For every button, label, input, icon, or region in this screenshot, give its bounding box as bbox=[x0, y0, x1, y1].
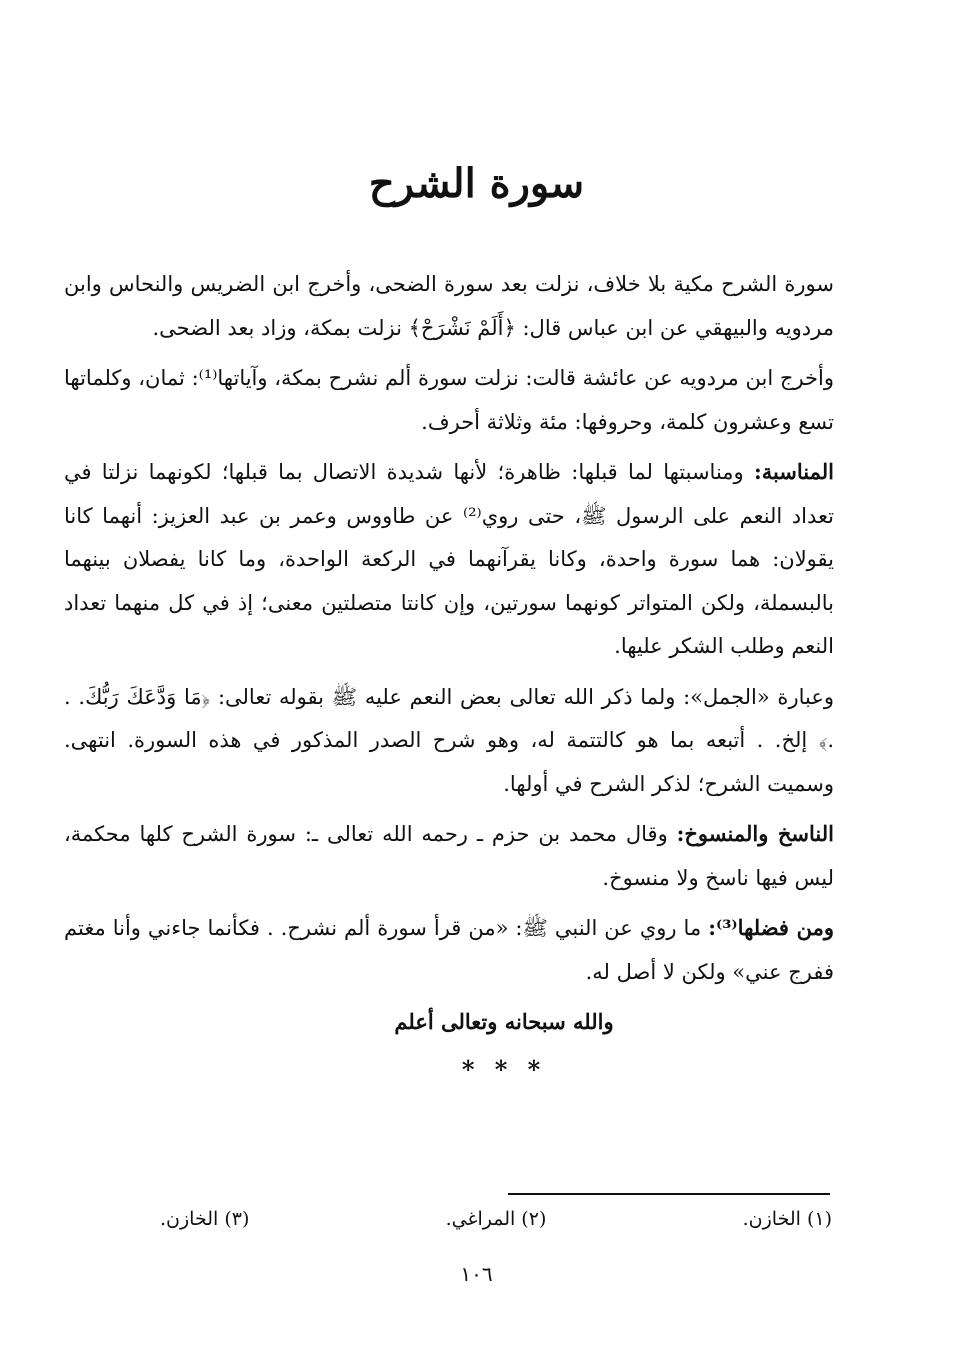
body-text bbox=[64, 262, 834, 1091]
paragraph-4 bbox=[64, 675, 834, 807]
paragraph-text: وعبارة «الجمل»: ولما ذكر الله تعالى بعض النعم عليه ﷺ بقوله تعالى: ﴿مَا وَدَّعَكَ رَبُّكَ. . .﴾ إلخ. . أتبعه بما هو كالتتمة له، وهو شرح الصدر المذكور في هذه السورة. انتهى. وسميت الشرح؛ لذكر الشرح في أولها. bbox=[64, 684, 834, 796]
footnote-1: (١) الخازن. bbox=[742, 1208, 832, 1230]
paragraph-text: وقال محمد بن حزم ـ رحمه الله تعالى ـ: سورة الشرح كلها محكمة، ليس فيها ناسخ ولا منسوخ. bbox=[64, 822, 834, 890]
paragraph-lead: ومن فضلها⁽³⁾: bbox=[708, 915, 834, 940]
closing-line: والله سبحانه وتعالى أعلم bbox=[394, 1009, 614, 1034]
paragraph-2 bbox=[64, 356, 834, 444]
paragraph-5 bbox=[64, 812, 834, 900]
page-number: ١٠٦ bbox=[460, 1262, 493, 1286]
paragraph-text: وأخرج ابن مردويه عن عائشة قالت: نزلت سورة ألم نشرح بمكة، وآياتها⁽¹⁾: ثمان، وكلماتها تسع وعشرون كلمة، وحروفها: مئة وثلاثة أحرف. bbox=[64, 366, 834, 434]
footnote-rule bbox=[508, 1193, 830, 1195]
section-separator: * * * bbox=[461, 1054, 547, 1084]
footnote-2: (٢) المراغي. bbox=[445, 1208, 547, 1230]
footnote-3: (٣) الخازن. bbox=[160, 1208, 250, 1230]
paragraph-1 bbox=[64, 262, 834, 350]
paragraph-6 bbox=[64, 906, 834, 994]
paragraph-text: ومناسبتها لما قبلها: ظاهرة؛ لأنها شديدة الاتصال بما قبلها؛ لكونهما نزلتا في تعداد النعم على الرسول ﷺ، حتى روي⁽²⁾ عن طاووس وعمر بن عبد العزيز: أنهما كانا يقولان: هما سورة واحدة، وكانا يقرآنهما في الركعة الواحدة، وما كانا يفصلان بينهما بالبسملة، ولكن المتواتر كونهما سورتين، وإن كانتا متصلتين معنى؛ إذ في كل منهما تعداد النعم وطلب الشكر عليها. bbox=[64, 460, 834, 658]
paragraph-3 bbox=[64, 450, 834, 669]
footnotes bbox=[160, 1208, 832, 1230]
paragraph-lead: المناسبة: bbox=[753, 459, 834, 484]
paragraph-lead: الناسخ والمنسوخ: bbox=[676, 821, 834, 846]
surah-title: سورة الشرح bbox=[368, 160, 585, 207]
paragraph-text: ما روي عن النبي ﷺ: «من قرأ سورة ألم نشرح. . فكأنما جاءني وأنا مغتم ففرج عني» ولكن لا أصل له. bbox=[64, 916, 834, 984]
paragraph-text: سورة الشرح مكية بلا خلاف، نزلت بعد سورة الضحى، وأخرج ابن الضريس والنحاس وابن مردويه والبيهقي عن ابن عباس قال: ﴿أَلَمْ نَشْرَحْ﴾ نزلت بمكة، وزاد بعد الضحى. bbox=[64, 272, 834, 340]
